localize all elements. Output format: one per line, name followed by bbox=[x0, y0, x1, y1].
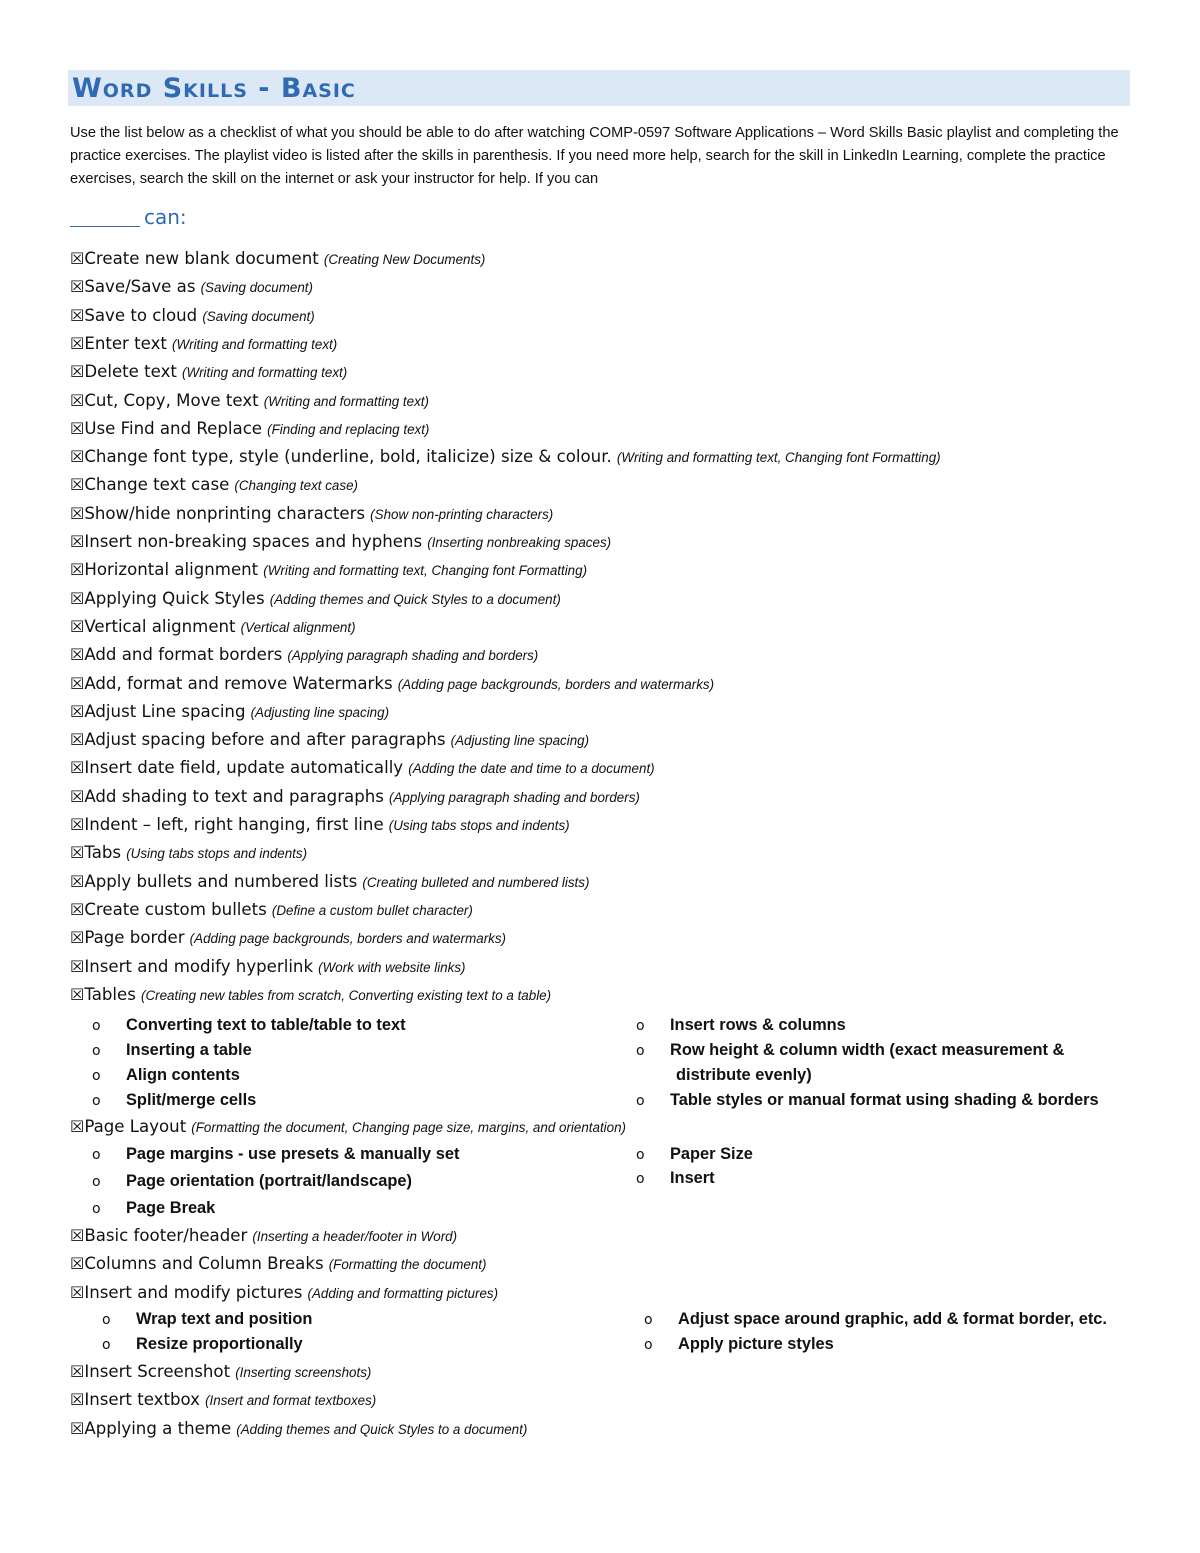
checked-box-icon: ☒ bbox=[70, 1282, 85, 1302]
skill-label: Applying a theme bbox=[84, 1418, 232, 1438]
checked-box-icon: ☒ bbox=[70, 1362, 85, 1381]
skill-label: Save/Save as bbox=[84, 277, 196, 297]
checked-box-icon: ☒ bbox=[70, 588, 85, 608]
skill-label: Tables bbox=[84, 984, 136, 1004]
checklist-item bbox=[70, 1114, 626, 1140]
playlist-reference: (Writing and formatting text) bbox=[172, 336, 338, 352]
checklist-item bbox=[70, 925, 506, 951]
skill-label: Page Layout bbox=[84, 1117, 187, 1136]
checked-box-icon: ☒ bbox=[70, 928, 85, 948]
playlist-reference: (Adjusting line spacing) bbox=[450, 733, 590, 749]
bullet-icon: o bbox=[92, 1068, 101, 1084]
skill-label: Change text case bbox=[84, 475, 230, 495]
checked-box-icon: ☒ bbox=[70, 503, 85, 523]
playlist-reference: (Using tabs stops and indents) bbox=[126, 846, 308, 862]
skill-label: Insert and modify hyperlink bbox=[84, 956, 314, 976]
skill-label: Vertical alignment bbox=[84, 616, 236, 636]
skill-label: Indent – left, right hanging, first line bbox=[84, 815, 384, 834]
playlist-reference: (Creating new tables from scratch, Converting existing text to a table) bbox=[141, 987, 552, 1003]
checked-box-icon: ☒ bbox=[70, 333, 85, 353]
can-heading bbox=[70, 204, 270, 232]
bullet-icon: o bbox=[644, 1337, 653, 1353]
skill-label: Save to cloud bbox=[84, 305, 198, 325]
skill-label: Insert textbox bbox=[84, 1390, 200, 1410]
playlist-reference: (Changing text case) bbox=[234, 478, 358, 494]
checklist-item bbox=[70, 897, 473, 923]
list-item: o Apply picture styles bbox=[644, 1332, 834, 1356]
checked-box-icon: ☒ bbox=[70, 249, 85, 268]
skill-label: Cut, Copy, Move text bbox=[84, 390, 259, 410]
checked-box-icon: ☒ bbox=[70, 673, 85, 693]
checked-box-icon: ☒ bbox=[70, 899, 85, 919]
checked-box-icon: ☒ bbox=[70, 786, 85, 806]
checklist-item bbox=[70, 671, 714, 697]
bullet-icon: o bbox=[636, 1018, 645, 1034]
checklist-item bbox=[70, 501, 553, 527]
checked-box-icon: ☒ bbox=[70, 475, 85, 495]
playlist-reference: (Applying paragraph shading and borders) bbox=[287, 648, 539, 664]
checklist-item bbox=[70, 1280, 498, 1306]
skill-label: Columns and Column Breaks bbox=[84, 1254, 324, 1274]
playlist-reference: (Writing and formatting text, Changing font Formatting) bbox=[616, 450, 941, 466]
playlist-reference: (Formatting the document) bbox=[328, 1257, 487, 1273]
playlist-reference: (Adding page backgrounds, borders and watermarks) bbox=[397, 676, 715, 692]
bullet-icon: o bbox=[636, 1171, 645, 1187]
checked-box-icon: ☒ bbox=[70, 1390, 85, 1410]
skill-label: Basic footer/header bbox=[84, 1226, 248, 1245]
checklist-item bbox=[70, 1223, 457, 1249]
skill-label: Use Find and Replace bbox=[84, 418, 263, 438]
list-item: o Row height & column width (exact measurement & bbox=[636, 1038, 1064, 1062]
checked-box-icon: ☒ bbox=[70, 843, 85, 863]
bullet-icon: o bbox=[102, 1312, 111, 1328]
playlist-reference: (Inserting nonbreaking spaces) bbox=[427, 535, 612, 550]
skill-label: Horizontal alignment bbox=[84, 560, 259, 580]
playlist-reference: (Writing and formatting text) bbox=[263, 393, 429, 409]
checklist-item bbox=[70, 784, 640, 810]
list-item: o Align contents bbox=[92, 1063, 240, 1087]
checked-box-icon: ☒ bbox=[70, 984, 85, 1004]
playlist-reference: (Adjusting line spacing) bbox=[250, 704, 390, 720]
checklist-item bbox=[70, 614, 356, 640]
intro-paragraph: Use the list below as a checklist of what you should be able to do after watching COMP-0597 Software Applications – Word Skills Basic playlist and completing the practice exercises. The playlist video is listed after the skills in parenthesis. If you need more help, search for the skill in LinkedIn Learning, complete the practice exercises, search the skill on the internet or ask your instructor for help. If you can bbox=[70, 125, 1119, 187]
bullet-icon: o bbox=[102, 1337, 111, 1353]
bullet-icon: o bbox=[636, 1043, 645, 1059]
checked-box-icon: ☒ bbox=[70, 871, 85, 891]
playlist-reference: (Adding page backgrounds, borders and watermarks) bbox=[189, 931, 507, 947]
playlist-reference: (Writing and formatting text, Changing font Formatting) bbox=[263, 563, 588, 579]
playlist-reference: (Using tabs stops and indents) bbox=[388, 818, 570, 833]
checked-box-icon: ☒ bbox=[70, 532, 85, 551]
skill-label: Add shading to text and paragraphs bbox=[84, 786, 384, 806]
checked-box-icon: ☒ bbox=[70, 730, 85, 750]
checklist-item bbox=[70, 557, 587, 583]
playlist-reference: (Adding the date and time to a document) bbox=[408, 761, 655, 777]
bullet-icon: o bbox=[636, 1147, 645, 1163]
skill-label: Apply bullets and numbered lists bbox=[84, 871, 358, 891]
bullet-icon: o bbox=[636, 1093, 645, 1109]
checklist-item bbox=[70, 388, 429, 414]
list-item: o Insert rows & columns bbox=[636, 1013, 846, 1037]
checklist-item bbox=[70, 444, 941, 470]
playlist-reference: (Insert and format textboxes) bbox=[205, 1393, 377, 1409]
checked-box-icon: ☒ bbox=[70, 701, 85, 721]
skill-label: Delete text bbox=[84, 362, 177, 382]
checked-box-icon: ☒ bbox=[70, 390, 85, 410]
skill-label: Applying Quick Styles bbox=[84, 588, 265, 608]
playlist-reference: (Work with website links) bbox=[318, 959, 466, 975]
playlist-reference: (Writing and formatting text) bbox=[181, 365, 348, 381]
checklist-item bbox=[70, 586, 561, 612]
playlist-reference: (Define a custom bullet character) bbox=[271, 902, 473, 918]
bullet-icon: o bbox=[92, 1093, 101, 1109]
skill-label: Adjust spacing before and after paragraphs bbox=[84, 730, 446, 750]
playlist-reference: (Creating New Documents) bbox=[323, 252, 486, 267]
checked-box-icon: ☒ bbox=[70, 1254, 85, 1274]
checklist-item bbox=[70, 642, 538, 668]
skill-label: Page border bbox=[84, 928, 185, 948]
bullet-icon: o bbox=[92, 1018, 101, 1034]
skill-label: Show/hide nonprinting characters bbox=[84, 503, 366, 523]
list-item: o Page margins - use presets & manually set bbox=[92, 1142, 459, 1166]
list-item: o Adjust space around graphic, add & format border, etc. bbox=[644, 1307, 1107, 1331]
checked-box-icon: ☒ bbox=[70, 1226, 85, 1245]
checklist-item bbox=[70, 416, 429, 442]
skill-label: Create new blank document bbox=[84, 249, 319, 268]
checklist-item bbox=[70, 274, 313, 300]
checklist-item bbox=[70, 331, 337, 357]
list-item-continuation: distribute evenly) bbox=[676, 1066, 812, 1084]
checked-box-icon: ☒ bbox=[70, 305, 85, 325]
playlist-reference: (Creating bulleted and numbered lists) bbox=[362, 874, 590, 890]
skill-label: Insert Screenshot bbox=[84, 1362, 231, 1381]
checked-box-icon: ☒ bbox=[70, 277, 85, 297]
checklist-item bbox=[70, 359, 347, 385]
list-item: o Inserting a table bbox=[92, 1038, 252, 1062]
playlist-reference: (Vertical alignment) bbox=[240, 619, 356, 635]
checked-box-icon: ☒ bbox=[70, 956, 85, 976]
checked-box-icon: ☒ bbox=[70, 362, 85, 382]
playlist-reference: (Inserting screenshots) bbox=[235, 1365, 372, 1380]
checked-box-icon: ☒ bbox=[70, 815, 85, 834]
checklist-item bbox=[70, 954, 465, 980]
playlist-reference: (Adding themes and Quick Styles to a document) bbox=[236, 1421, 528, 1437]
checked-box-icon: ☒ bbox=[70, 616, 85, 636]
checklist-item bbox=[70, 699, 389, 725]
checklist-item bbox=[70, 812, 570, 838]
checklist-item bbox=[70, 727, 589, 753]
checked-box-icon: ☒ bbox=[70, 758, 85, 778]
list-item: o Paper Size bbox=[636, 1142, 753, 1166]
skill-label: Change font type, style (underline, bold, italicize) size & colour. bbox=[84, 447, 612, 467]
bullet-icon: o bbox=[92, 1174, 101, 1190]
checklist-item bbox=[70, 840, 307, 866]
list-item: o Page orientation (portrait/landscape) bbox=[92, 1169, 412, 1193]
checklist-item bbox=[70, 1251, 486, 1277]
bullet-icon: o bbox=[644, 1312, 653, 1328]
list-item: o Converting text to table/table to text bbox=[92, 1013, 406, 1037]
playlist-reference: (Saving document) bbox=[202, 308, 315, 324]
list-item: o Split/merge cells bbox=[92, 1088, 256, 1112]
skill-label: Insert non-breaking spaces and hyphens bbox=[84, 532, 423, 551]
playlist-reference: (Adding themes and Quick Styles to a document) bbox=[269, 591, 561, 607]
playlist-reference: (Finding and replacing text) bbox=[267, 421, 430, 437]
bullet-icon: o bbox=[92, 1201, 101, 1217]
playlist-reference: (Saving document) bbox=[200, 280, 313, 296]
checklist-item bbox=[70, 1359, 371, 1385]
checklist-item bbox=[70, 869, 589, 895]
skill-label: Tabs bbox=[84, 843, 122, 863]
playlist-reference: (Inserting a header/footer in Word) bbox=[252, 1229, 458, 1244]
skill-label: Create custom bullets bbox=[84, 899, 267, 919]
checked-box-icon: ☒ bbox=[70, 560, 85, 580]
checked-box-icon: ☒ bbox=[70, 447, 85, 467]
checklist-item bbox=[70, 472, 358, 498]
skill-label: Enter text bbox=[84, 333, 167, 353]
checklist-item bbox=[70, 1387, 376, 1413]
bullet-icon: o bbox=[92, 1147, 101, 1163]
list-item: o Insert bbox=[636, 1166, 715, 1190]
skill-label: Adjust Line spacing bbox=[84, 701, 246, 721]
blank-underline bbox=[70, 226, 140, 227]
can-label: can: bbox=[144, 205, 187, 229]
checklist-item bbox=[70, 755, 655, 781]
list-item: o Wrap text and position bbox=[102, 1307, 312, 1331]
checklist-item bbox=[70, 246, 485, 272]
list-item: o Page Break bbox=[92, 1196, 215, 1220]
page-title: Word Skills - Basic bbox=[72, 73, 356, 104]
list-item: o Table styles or manual format using shading & borders bbox=[636, 1088, 1099, 1112]
checklist-item bbox=[70, 303, 315, 329]
checked-box-icon: ☒ bbox=[70, 1418, 85, 1438]
playlist-reference: (Applying paragraph shading and borders) bbox=[389, 789, 640, 805]
skill-label: Add, format and remove Watermarks bbox=[84, 673, 393, 693]
playlist-reference: (Adding and formatting pictures) bbox=[307, 1285, 499, 1301]
skill-label: Insert date field, update automatically bbox=[84, 758, 404, 778]
checked-box-icon: ☒ bbox=[70, 418, 85, 438]
playlist-reference: (Show non-printing characters) bbox=[370, 506, 554, 522]
checklist-item bbox=[70, 982, 551, 1008]
bullet-icon: o bbox=[92, 1043, 101, 1059]
playlist-reference: (Formatting the document, Changing page size, margins, and orientation) bbox=[191, 1120, 626, 1135]
skill-label: Insert and modify pictures bbox=[84, 1282, 303, 1302]
checked-box-icon: ☒ bbox=[70, 1117, 85, 1136]
list-item: o Resize proportionally bbox=[102, 1332, 303, 1356]
skill-label: Add and format borders bbox=[84, 645, 283, 665]
checklist-item bbox=[70, 529, 611, 555]
checked-box-icon: ☒ bbox=[70, 645, 85, 665]
checklist-item bbox=[70, 1416, 527, 1442]
